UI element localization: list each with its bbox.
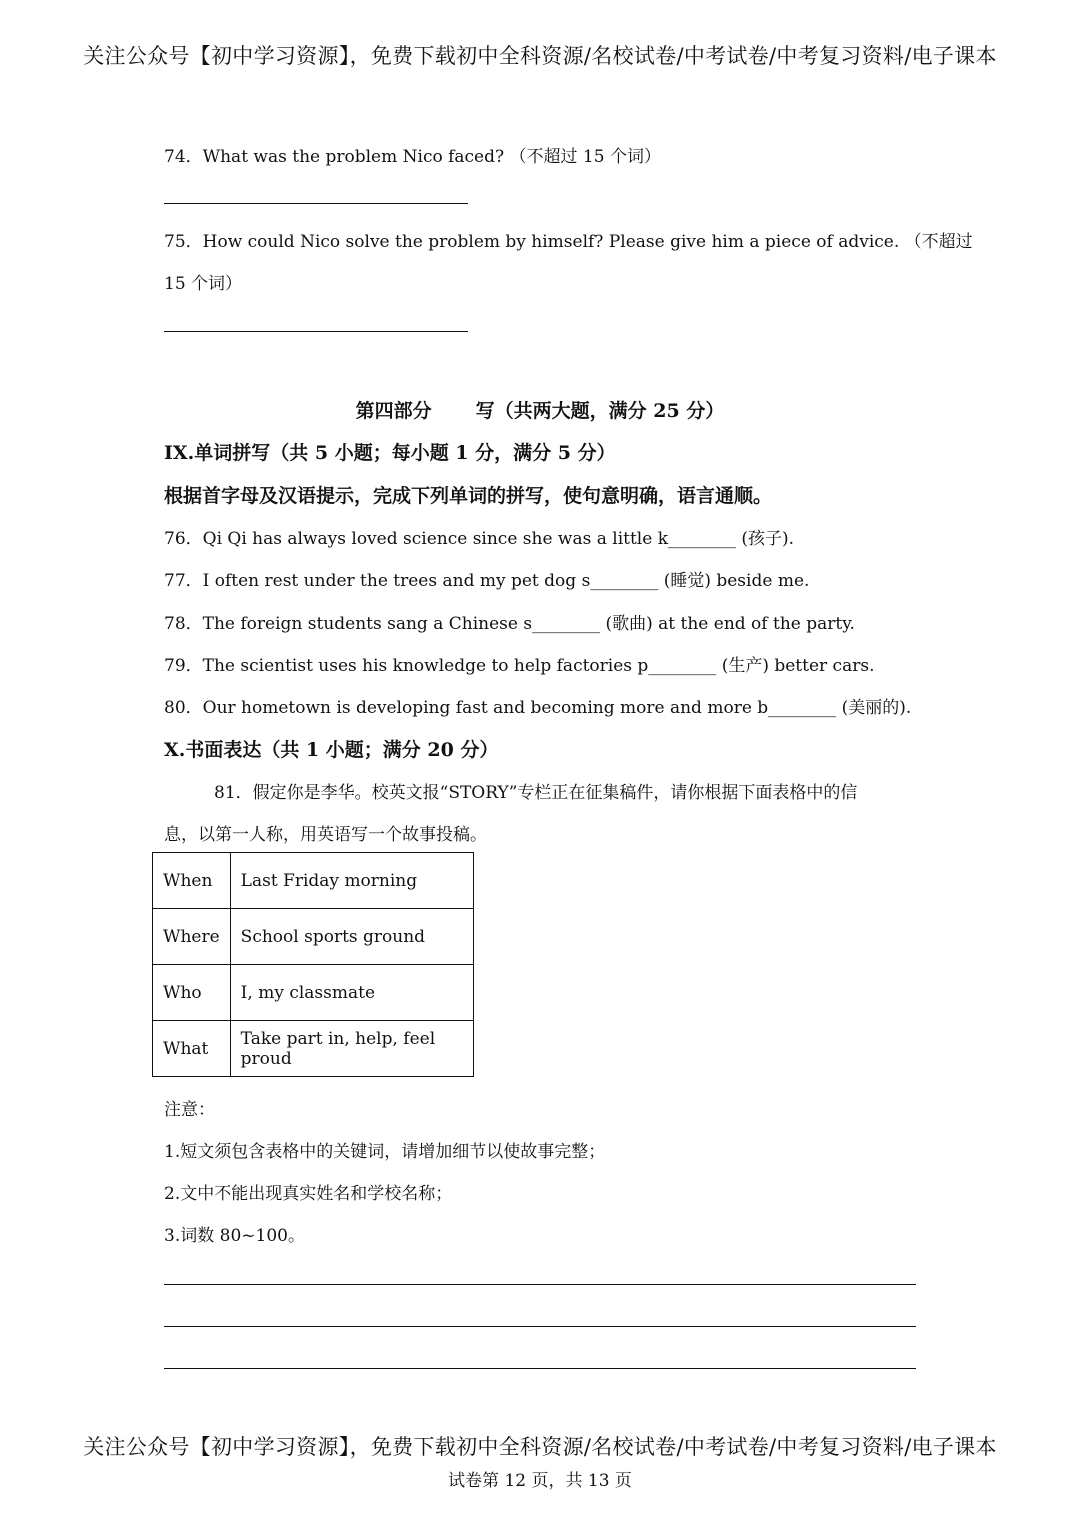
question-75: 75．How could Nico solve the problem by himself? Please give him a piece of advice. （不超过 [164,232,973,252]
part-four-title: 第四部分 [355,400,432,422]
writing-prompt-line-2: 息，以第一人称，用英语写一个故事投稿。 [164,825,487,845]
question-74: 74．What was the problem Nico faced? （不超过 15 个词） [164,147,661,167]
story-info-table [152,852,474,1077]
table-key: When [153,853,231,909]
table-row [153,1021,474,1077]
note-3: 3.词数 80~100。 [164,1226,305,1246]
part-four-heading [0,396,1080,423]
table-key: Who [153,965,231,1021]
writing-line-1[interactable] [164,1284,916,1285]
table-value: School sports ground [230,909,473,965]
answer-line-74[interactable] [164,203,468,204]
answer-line-75[interactable] [164,331,468,332]
table-key: Where [153,909,231,965]
table-key: What [153,1021,231,1077]
table-row [153,853,474,909]
spelling-item-76: 76．Qi Qi has always loved science since she was a little k________ (孩子). [164,529,795,549]
header-banner: 关注公众号【初中学习资源】，免费下载初中全科资源/名校试卷/中考试卷/中考复习资料/电子课本 [83,44,997,68]
table-value: I, my classmate [230,965,473,1021]
writing-line-3[interactable] [164,1368,916,1369]
writing-prompt-line-1: 81．假定你是李华。校英文报“STORY”专栏正在征集稿件，请你根据下面表格中的信 [214,783,858,803]
spelling-item-77: 77．I often rest under the trees and my pet dog s________ (睡觉) beside me. [164,571,810,591]
note-2: 2.文中不能出现真实姓名和学校名称； [164,1184,453,1204]
spelling-item-79: 79．The scientist uses his knowledge to help factories p________ (生产) better cars. [164,656,875,676]
question-75-continued: 15 个词） [164,274,243,294]
footer-banner: 关注公众号【初中学习资源】，免费下载初中全科资源/名校试卷/中考试卷/中考复习资料/电子课本 [83,1435,997,1459]
section-ix-title: IX.单词拼写（共 5 小题；每小题 1 分，满分 5 分） [164,442,616,464]
table-value: Take part in, help, feel proud [230,1021,473,1077]
spelling-item-78: 78．The foreign students sang a Chinese s________ (歌曲) at the end of the party. [164,614,855,634]
table-row [153,909,474,965]
page-number: 试卷第 12 页，共 13 页 [448,1471,632,1491]
note-1: 1.短文须包含表格中的关键词，请增加细节以使故事完整； [164,1142,606,1162]
writing-line-2[interactable] [164,1326,916,1327]
table-value: Last Friday morning [230,853,473,909]
section-ix-instruction: 根据首字母及汉语提示，完成下列单词的拼写，使句意明确，语言通顺。 [164,485,773,507]
table-row [153,965,474,1021]
spelling-item-80: 80．Our hometown is developing fast and becoming more and more b________ (美丽的). [164,698,912,718]
section-x-title: X.书面表达（共 1 小题；满分 20 分） [164,739,499,761]
notes-title: 注意： [164,1100,215,1120]
part-four-subtitle: 写（共两大题，满分 25 分） [475,400,725,422]
